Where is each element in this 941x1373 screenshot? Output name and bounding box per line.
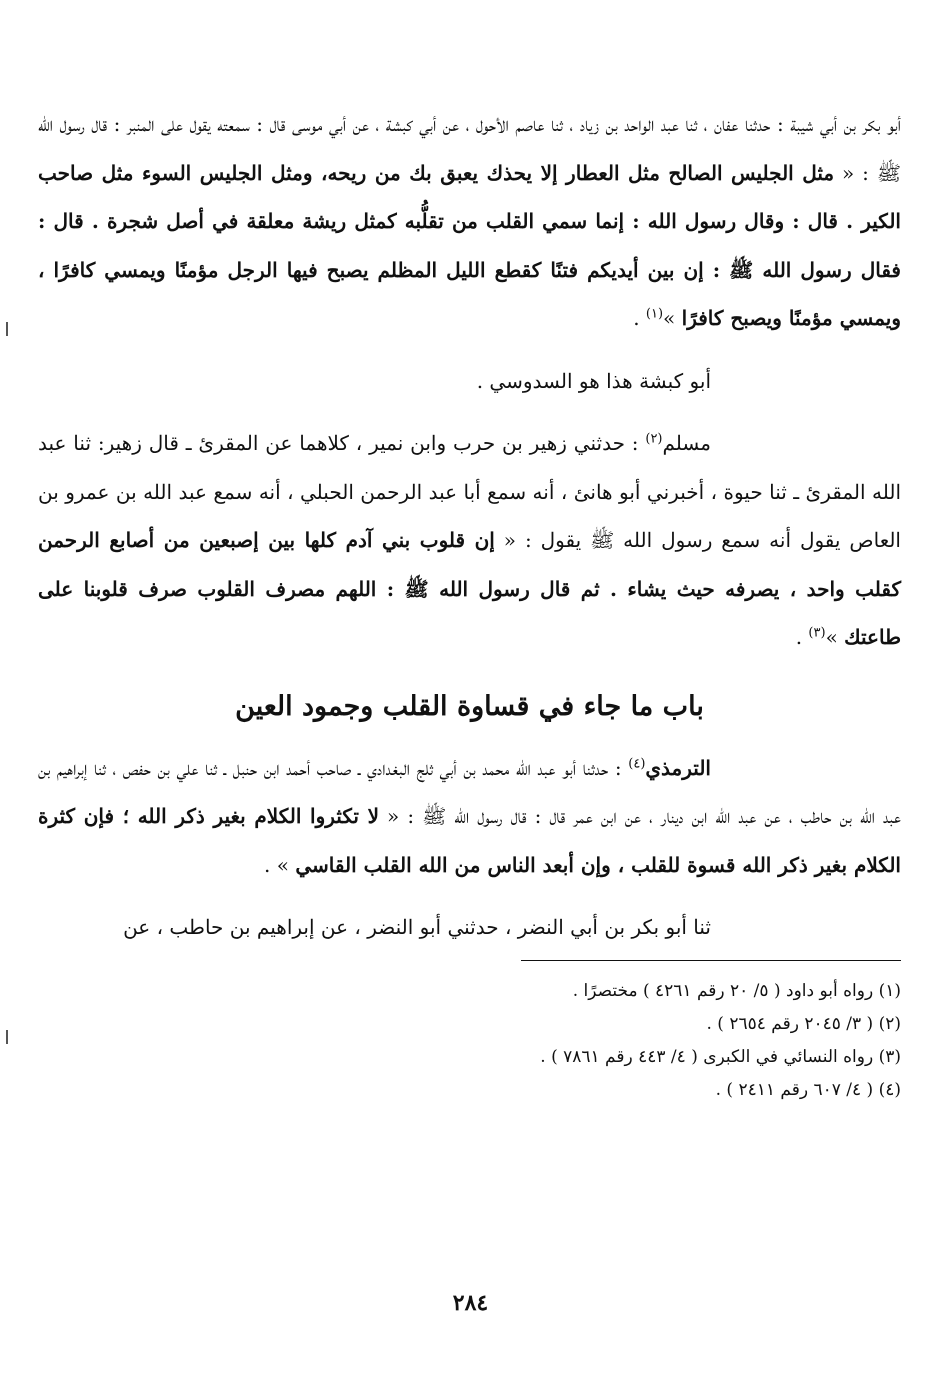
paragraph-text: أبو كبشة هذا هو السدوسي . (476, 368, 711, 393)
footnote-ref: (١) (645, 306, 664, 322)
footnote-ref: (٢) (645, 431, 663, 447)
footnote-ref: (٤) (628, 755, 646, 771)
paragraph-text: » (663, 306, 682, 330)
chapter-heading: باب ما جاء في قساوة القلب وجمود العين (235, 690, 704, 722)
paragraph (38, 100, 901, 343)
paragraph-text: مسلم (662, 431, 711, 455)
paragraph-text: . (795, 625, 809, 649)
page-number: ٢٨٤ (452, 1290, 489, 1316)
paragraph-text: أبو بكر بن أبي شيبة : حدثنا عفان ، ثنا عبد الواحد بن زياد ، ثنا عاصم الأحول ، عن أبي كبشة ، عن أبي موسى قال : سمعته يقول على المنبر : قال رسول الله ﷺ : « (38, 112, 901, 185)
main-text-block-2 (38, 744, 901, 952)
paragraph-text: : حدثنا أبو عبد الله محمد بن أبي ثلج البغدادي ـ صاحب أحمد ابن حنبل ـ ثنا علي بن حفص ، ثنا إبراهيم بن عبد الله بن حاطب ، عن عبد الله ابن دينار ، عن ابن عمر قال : قال رسول الله ﷺ : « (38, 755, 902, 828)
footnote: (٤) ( ٤/ ٦٠٧ رقم ٢٤١١ ) . (715, 1079, 901, 1100)
paragraph (38, 419, 901, 662)
footnote-ref: (٣) (808, 625, 826, 641)
paragraph-text: » . (264, 852, 296, 877)
paragraph (38, 744, 901, 890)
paragraph-text: : حدثني زهير بن حرب وابن نمير ، كلاهما عن المقرئ ـ قال زهير: ثنا عبد الله المقرئ ـ ثنا حيوة ، أخبرني أبو هانئ ، أنه سمع أبا عبد الرحمن الحبلي ، أنه سمع عبد الله بن عمرو بن العاص يقول أنه سمع رسول الله ﷺ يقول : « (38, 431, 901, 552)
hadith-text: الترمذي (645, 755, 711, 780)
margin-mark (6, 1030, 8, 1044)
footnotes-section (38, 975, 901, 1107)
paragraph-text: . (633, 306, 646, 330)
main-text-block (38, 100, 901, 662)
paragraph-text: ثنا أبو بكر بن أبي النضر ، حدثني أبو النضر ، عن إبراهيم بن حاطب ، عن (123, 915, 711, 939)
hadith-text: مثل الجليس الصالح مثل العطار إلا يحذك يعبق بك من ريحه، ومثل الجليس السوء مثل صاحب الكير . قال : وقال رسول الله : إنما سمي القلب من تقلُّبه كمثل ريشة معلقة في أصل شجرة . قال : فقال رسول الله ﷺ : إن بين أيديكم فتنًا كقطع الليل المظلم يصبح فيها الرجل مؤمنًا ويمسي كافرًا ، ويمسي مؤمنًا ويصبح كافرًا (38, 160, 901, 330)
footnote: (٢) ( ٣/ ٢٠٤٥ رقم ٢٦٥٤ ) . (706, 1013, 901, 1034)
paragraph (38, 903, 901, 952)
hadith-text: إن قلوب بني آدم كلها بين إصبعين من أصابع الرحمن كقلب واحد ، يصرفه حيث يشاء . ثم قال رسول الله ﷺ : اللهم مصرف القلوب صرف قلوبنا على طاعتك (38, 528, 901, 649)
footnote: (٣) رواه النسائي في الكبرى ( ٤/ ٤٤٣ رقم ٧٨٦١ ) . (540, 1046, 901, 1067)
paragraph (38, 357, 901, 406)
margin-mark (6, 322, 8, 336)
paragraph-text: » (825, 625, 845, 649)
footnote-separator (521, 960, 901, 961)
footnote: (١) رواه أبو داود ( ٥/ ٢٠ رقم ٤٢٦١ ) مختصرًا . (572, 980, 901, 1001)
hadith-text: لا تكثروا الكلام بغير ذكر الله ؛ فإن كثرة الكلام بغير ذكر الله قسوة للقلب ، وإن أبعد الناس من الله القلب القاسي (38, 804, 901, 877)
